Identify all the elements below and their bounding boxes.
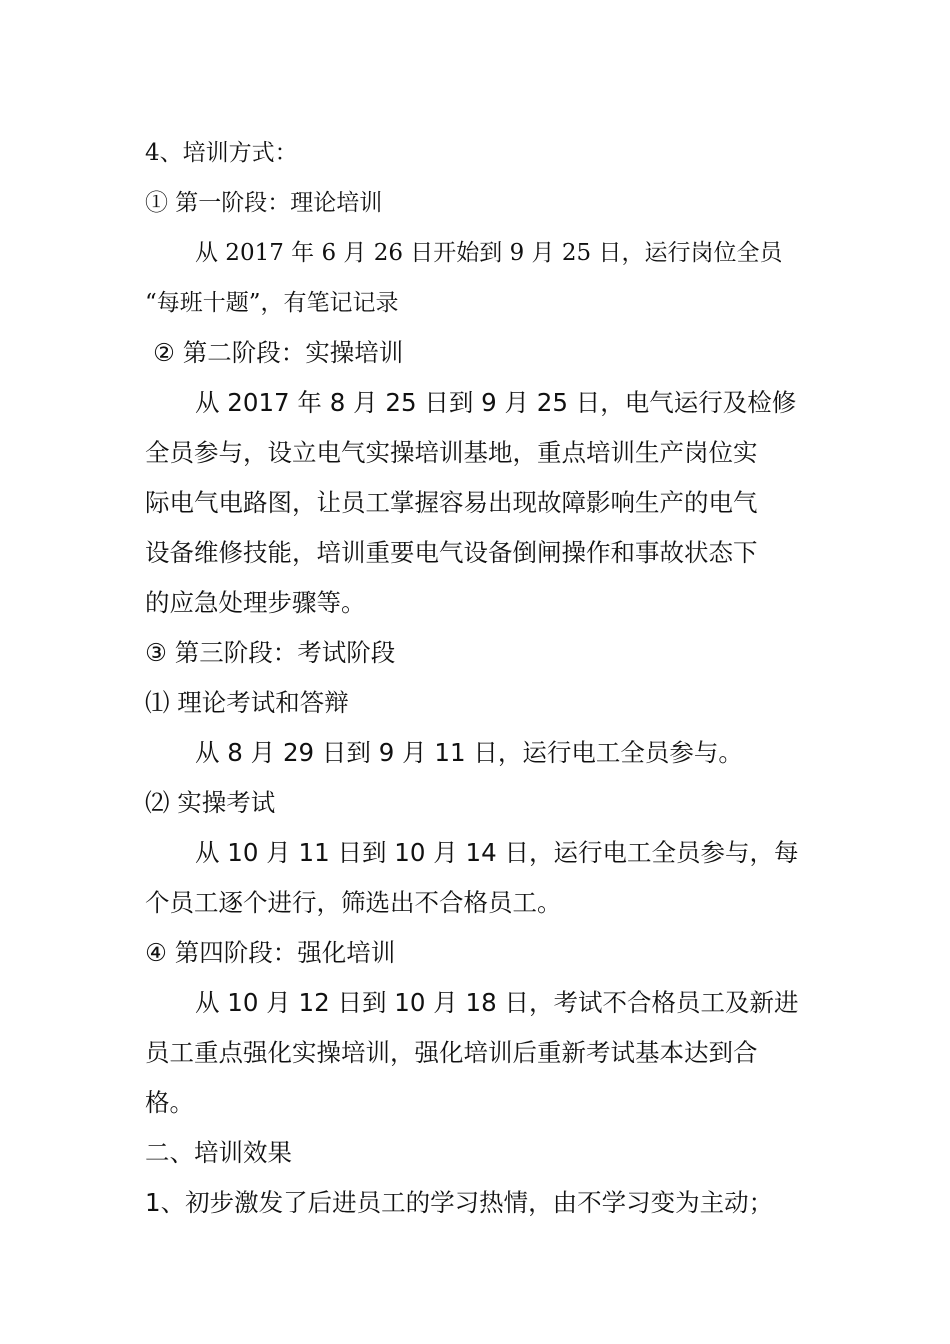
stage-four-paragraph-line: 从 10 月 12 日到 10 月 18 日，考试不合格员工及新进 xyxy=(195,988,799,1017)
section-heading-training-method: 4、培训方式： xyxy=(145,140,298,166)
practical-exam-paragraph-line: 个员工逐个进行，筛选出不合格员工。 xyxy=(145,888,562,917)
stage-one-paragraph-line: 从 2017 年 6 月 26 日开始到 9 月 25 日，运行岗位全员 xyxy=(195,240,783,266)
stage-one-heading: ① 第一阶段：理论培训 xyxy=(145,190,383,216)
stage-two-heading: ② 第二阶段：实操培训 xyxy=(153,338,404,367)
practical-exam-paragraph-line: 从 10 月 11 日到 10 月 14 日，运行电工全员参与，每 xyxy=(195,838,799,867)
stage-two-paragraph-line: 的应急处理步骤等。 xyxy=(145,588,366,617)
theory-exam-paragraph-line: 从 8 月 29 日到 9 月 11 日，运行电工全员参与。 xyxy=(195,738,743,767)
stage-two-paragraph-line: 全员参与，设立电气实操培训基地，重点培训生产岗位实 xyxy=(145,438,758,467)
stage-four-heading: ④ 第四阶段：强化培训 xyxy=(145,938,396,967)
stage-one-paragraph-line: “每班十题”，有笔记记录 xyxy=(145,290,399,316)
stage-two-paragraph-line: 从 2017 年 8 月 25 日到 9 月 25 日，电气运行及检修 xyxy=(195,388,797,417)
stage-four-paragraph-line: 员工重点强化实操培训，强化培训后重新考试基本达到合 xyxy=(145,1038,758,1067)
theory-exam-subheading: ⑴ 理论考试和答辩 xyxy=(145,688,349,717)
document-body xyxy=(145,128,810,1228)
stage-two-paragraph-line: 际电气电路图，让员工掌握容易出现故障影响生产的电气 xyxy=(145,488,758,517)
practical-exam-subheading: ⑵ 实操考试 xyxy=(145,788,276,817)
training-effect-item: 1、初步激发了后进员工的学习热情，由不学习变为主动； xyxy=(145,1188,774,1217)
stage-three-heading: ③ 第三阶段：考试阶段 xyxy=(145,638,396,667)
section-heading-training-effect: 二、培训效果 xyxy=(145,1138,292,1167)
stage-four-paragraph-line: 格。 xyxy=(145,1088,194,1117)
stage-two-paragraph-line: 设备维修技能，培训重要电气设备倒闸操作和事故状态下 xyxy=(145,538,758,567)
